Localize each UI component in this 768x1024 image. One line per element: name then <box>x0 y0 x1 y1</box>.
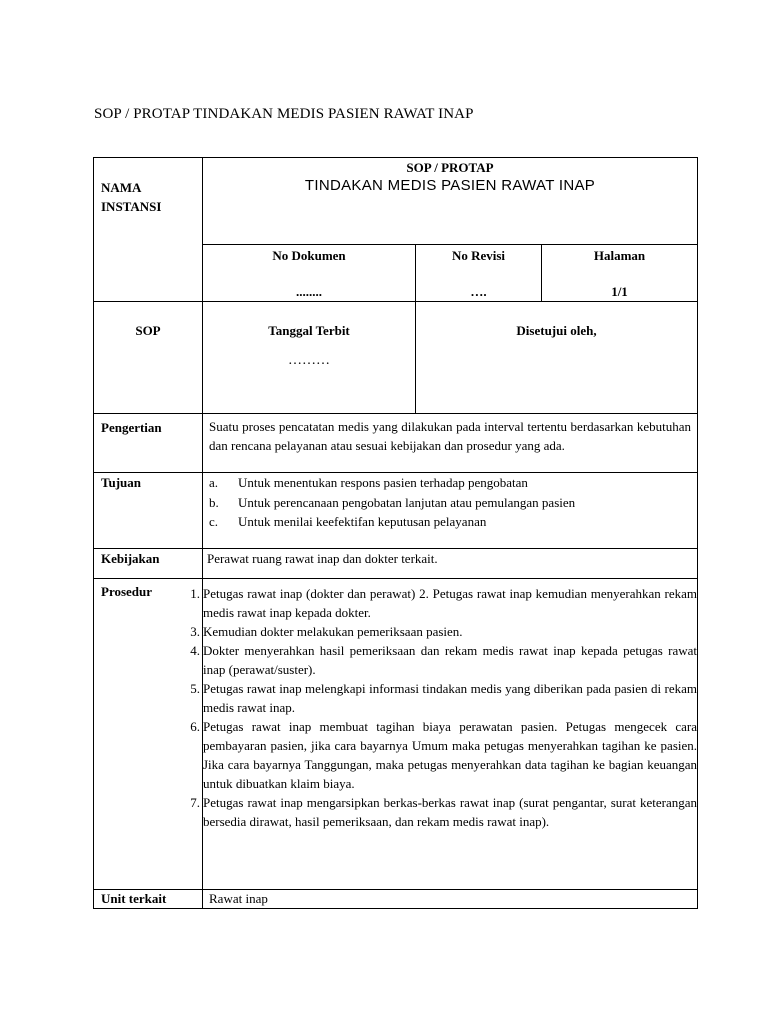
list-item <box>190 584 698 622</box>
list-item <box>190 622 697 641</box>
list-item <box>209 473 691 493</box>
disetujui-cell <box>416 302 698 414</box>
list-item <box>190 641 698 679</box>
halaman-label: Halaman <box>593 248 646 263</box>
unit-terkait-cell <box>203 890 698 909</box>
list-text: Petugas rawat inap mengarsipkan berkas-berkas rawat inap (surat pengantar, surat keterangan bersedia dirawat, hasil pemeriksaan, dan rekam medis rawat inap). <box>203 795 698 829</box>
list-marker: 7. <box>190 795 200 810</box>
sop-protap-label: SOP / PROTAP <box>406 160 494 175</box>
kebijakan-cell <box>203 549 698 579</box>
instansi-label: NAMA INSTANSI <box>101 180 162 214</box>
list-item <box>190 717 698 793</box>
kebijakan-label: Kebijakan <box>101 551 160 566</box>
no-dokumen-value: ........ <box>296 284 322 299</box>
tujuan-label: Tujuan <box>101 475 141 490</box>
list-text: Petugas rawat inap melengkapi informasi tindakan medis yang diberikan pada pasien di rekam medis rawat inap. <box>203 681 698 715</box>
unit-terkait-label-cell <box>94 890 203 909</box>
no-dokumen-label: No Dokumen <box>272 248 346 263</box>
list-text: Untuk menentukan respons pasien terhadap pengobatan <box>238 475 528 490</box>
halaman-cell <box>542 245 698 302</box>
pengertian-text: Suatu proses pencatatan medis yang dilakukan pada interval tertentu berdasarkan kebutuhan dan rencana pelayanan atau sesuai kebijakan dan prosedur yang ada. <box>209 419 692 453</box>
list-text: Petugas rawat inap membuat tagihan biaya perawatan pasien. Petugas mengecek cara pembayaran pasien, jika cara bayarnya Umum maka petugas menyerahkan tagihan ke pasien. Jika cara bayarnya Tanggungan, maka petugas menyerahkan data tagihan ke bagian keuangan untuk dibuatkan klaim biaya. <box>203 719 698 791</box>
no-revisi-label: No Revisi <box>451 248 506 263</box>
kebijakan-text: Perawat ruang rawat inap dan dokter terkait. <box>207 551 438 566</box>
kebijakan-label-cell <box>94 549 203 579</box>
no-revisi-cell <box>416 245 542 302</box>
tanggal-value: ……… <box>288 353 330 368</box>
list-marker: c. <box>209 514 219 529</box>
main-title: TINDAKAN MEDIS PASIEN RAWAT INAP <box>304 177 596 194</box>
list-text: Kemudian dokter melakukan pemeriksaan pasien. <box>203 624 463 639</box>
sop-label: SOP <box>135 323 161 338</box>
list-text: Untuk perencanaan pengobatan lanjutan atau pemulangan pasien <box>238 494 576 510</box>
pengertian-label: Pengertian <box>101 420 162 435</box>
tujuan-list <box>203 473 697 532</box>
list-item <box>190 793 698 831</box>
prosedur-cell <box>190 579 698 890</box>
list-item <box>209 493 691 513</box>
list-item <box>190 679 698 717</box>
list-marker: 3. <box>190 624 200 639</box>
tanggal-label: Tanggal Terbit <box>268 323 350 338</box>
instansi-cell <box>94 158 203 302</box>
unit-terkait-text: Rawat inap <box>209 891 268 906</box>
list-marker: a. <box>209 475 219 490</box>
prosedur-list <box>190 579 698 831</box>
pengertian-cell <box>203 414 698 473</box>
page-title: SOP / PROTAP TINDAKAN MEDIS PASIEN RAWAT INAP <box>94 106 474 122</box>
list-marker: 1. <box>190 586 200 601</box>
prosedur-label: Prosedur <box>101 584 153 599</box>
list-text: Petugas rawat inap (dokter dan perawat) 2. Petugas rawat inap kemudian menyerahkan rekam medis rawat inap kepada dokter. <box>203 586 698 620</box>
list-marker: 6. <box>190 719 200 734</box>
list-text: Untuk menilai keefektifan keputusan pelayanan <box>238 514 487 529</box>
tujuan-cell <box>203 473 698 549</box>
disetujui-label: Disetujui oleh, <box>516 323 597 338</box>
tujuan-label-cell <box>94 473 203 549</box>
list-marker: b. <box>209 494 219 510</box>
title-cell <box>203 158 698 245</box>
no-revisi-value: …. <box>470 284 487 299</box>
halaman-value: 1/1 <box>611 284 628 299</box>
tanggal-cell <box>203 302 416 414</box>
no-dokumen-cell <box>203 245 416 302</box>
unit-terkait-label: Unit terkait <box>101 891 167 906</box>
pengertian-label-cell <box>94 414 203 473</box>
sop-table <box>93 157 698 909</box>
sop-cell <box>94 302 203 414</box>
list-text: Dokter menyerahkan hasil pemeriksaan dan rekam medis rawat inap kepada petugas rawat inap (perawat/suster). <box>203 643 698 677</box>
list-marker: 5. <box>190 681 200 696</box>
list-marker: 4. <box>190 643 200 658</box>
list-item <box>209 512 691 532</box>
